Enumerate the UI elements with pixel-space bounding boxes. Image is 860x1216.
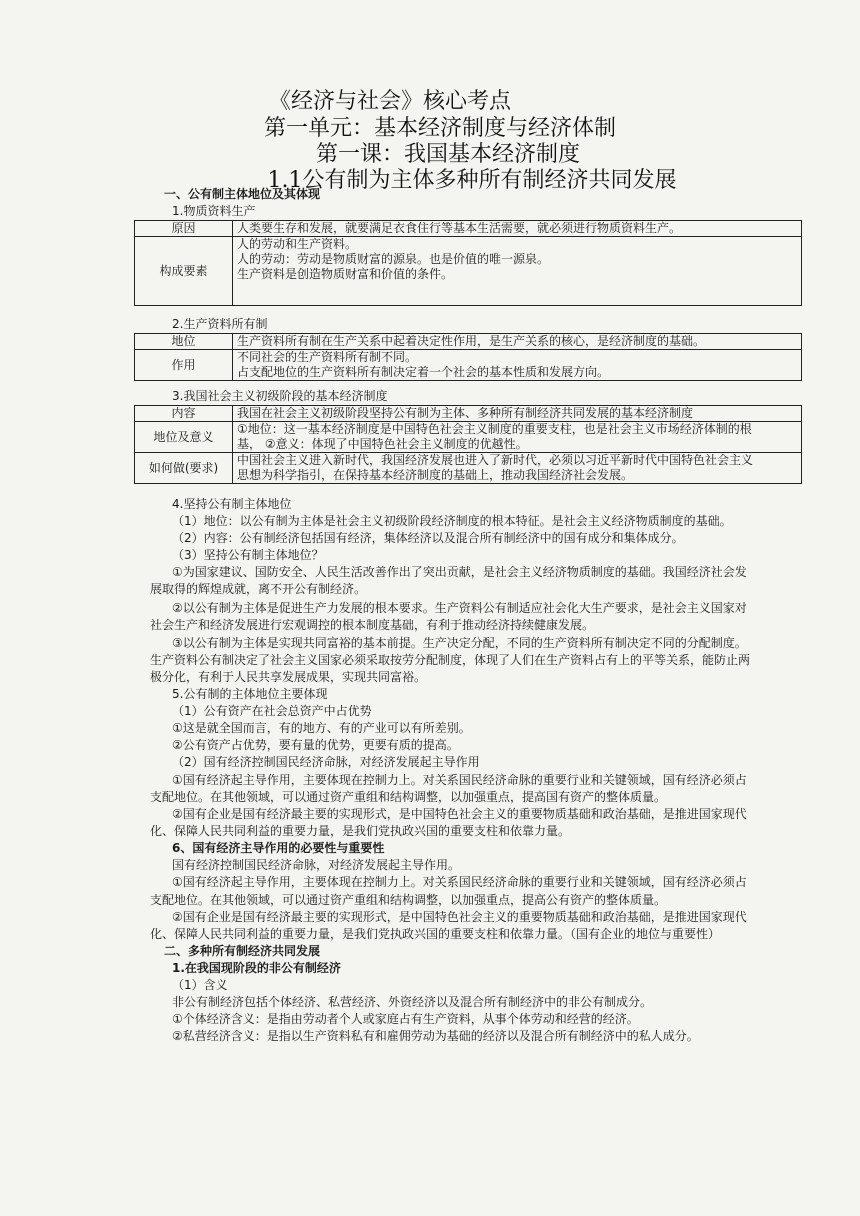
s3-heading: 3.我国社会主义初级阶段的基本经济制度: [172, 389, 388, 403]
row-label: 地位: [135, 334, 233, 350]
p2s1-heading: 1.在我国现阶段的非公有制经济: [172, 961, 341, 975]
row-label: 内容: [135, 406, 233, 422]
row-line: ①地位：这一基本经济制度是中国特色社会主义制度的重要支柱，也是社会主义市场经济体制的根: [237, 422, 752, 436]
paragraph-line: 化、保障人民共同利益的重要力量，是我们党执政兴国的重要支柱和依靠力量。（国有企业的地位与重要性）: [150, 927, 721, 941]
unit-title: 第一单元：基本经济制度与经济体制: [263, 116, 616, 141]
row-label: 作用: [135, 350, 233, 381]
part2-heading: 二、多种所有制经济共同发展: [164, 944, 321, 958]
paragraph-line: （1）公有资产在社会总资产中占优势: [172, 704, 372, 718]
table-row: [135, 334, 802, 350]
paragraph-line: ①国有经济起主导作用，主要体现在控制力上。对关系国民经济命脉的重要行业和关键领域，国有经济必须占: [172, 773, 747, 787]
paragraph-line: 国有经济控制国民经济命脉，对经济发展起主导作用。: [172, 858, 461, 872]
paragraph-line: （2）内容：公有制经济包括国有经济，集体经济以及混合所有制经济中的国有成分和集体成分。: [172, 531, 684, 545]
paragraph-line: ①这是就全国而言，有的地方、有的产业可以有所差别。: [172, 721, 471, 735]
paragraph-line: ②以公有制为主体是促进生产力发展的根本要求。生产资料公有制适应社会化大生产要求，是社会主义国家对: [172, 601, 747, 615]
paragraph-line: （1）地位：以公有制为主体是社会主义初级阶段经济制度的根本特征。是社会主义经济物质制度的基础。: [172, 514, 732, 528]
section-title: 1.1公有制为主体多种所有制经济共同发展: [267, 168, 677, 193]
s5-heading: 5.公有制的主体地位主要体现: [172, 687, 328, 701]
s1-table: [134, 220, 802, 306]
paragraph-line: ①个体经济含义：是指由劳动者个人或家庭占有生产资料，从事个体劳动和经营的经济。: [172, 1012, 639, 1026]
paragraph-line: 社会生产和经济发展进行宏观调控的根本制度基础，有利于推动经济持续健康发展。: [150, 618, 595, 632]
row-line: 中国社会主义进入新时代，我国经济发展也进入了新时代，必须以习近平新时代中国特色社会主义: [237, 453, 754, 467]
table-row: [135, 237, 802, 306]
row-content: [233, 237, 802, 306]
s2-heading: 2.生产资料所有制: [172, 317, 268, 331]
row-line: 生产资料所有制在生产关系中起着决定性作用，是生产关系的核心，是经济制度的基础。: [237, 334, 706, 348]
row-content: [233, 221, 802, 237]
paragraph-line: ③以公有制为主体是实现共同富裕的基本前提。生产决定分配，不同的生产资料所有制决定不同的分配制度。: [172, 636, 747, 650]
row-line: 人的劳动和生产资料。: [237, 237, 358, 251]
table-row: [135, 221, 802, 237]
table-row: [135, 406, 802, 422]
paragraph-line: ②私营经济含义：是指以生产资料私有和雇佣劳动为基础的经济以及混合所有制经济中的私人成分。: [172, 1029, 699, 1043]
row-line: 我国在社会主义初级阶段坚持公有制为主体、多种所有制经济共同发展的基本经济制度: [237, 406, 694, 420]
paragraph-line: ②公有资产占优势，要有量的优势，更要有质的提高。: [172, 738, 459, 752]
row-content: [233, 334, 802, 350]
paragraph-line: ②国有企业是国有经济最主要的实现形式，是中国特色社会主义的重要物质基础和政治基础，是推进国家现代: [172, 910, 747, 924]
paragraph-line: 展取得的辉煌成就，离不开公有制经济。: [150, 582, 367, 596]
row-line: 生产资料是创造物质财富和价值的条件。: [237, 267, 454, 281]
row-label: 构成要素: [135, 237, 233, 306]
row-line: 不同社会的生产资料所有制不同。: [237, 350, 418, 364]
row-line: 人的劳动：劳动是物质财富的源泉。也是价值的唯一源泉。: [237, 252, 550, 266]
lesson-title: 第一课：我国基本经济制度: [315, 142, 580, 167]
row-content: [233, 453, 802, 484]
s3-table: [134, 405, 802, 484]
row-line: 思想为科学指引，在保持基本经济制度的基础上，推动我国经济社会发展。: [237, 468, 634, 482]
row-content: [233, 350, 802, 381]
row-label: 地位及意义: [135, 422, 233, 453]
paragraph-line: （1）含义: [172, 978, 228, 992]
row-line: 占支配地位的生产资料所有制决定着一个社会的基本性质和发展方向。: [237, 365, 610, 379]
row-label: 如何做(要求): [135, 453, 233, 484]
paragraph-line: 支配地位。在其他领域，可以通过资产重组和结构调整，以加强重点，提高国有资产的整体质量。: [150, 790, 667, 804]
row-content: [233, 406, 802, 422]
paragraph-line: ②国有企业是国有经济最主要的实现形式，是中国特色社会主义的重要物质基础和政治基础，是推进国家现代: [172, 807, 747, 821]
row-line: 基， ②意义：体现了中国特色社会主义制度的优越性。: [237, 437, 528, 451]
row-content: [233, 422, 802, 453]
s4-heading: 4.坚持公有制主体地位: [172, 497, 292, 511]
s6-heading: 6、国有经济主导作用的必要性与重要性: [172, 841, 385, 855]
paragraph-line: ①国有经济起主导作用，主要体现在控制力上。对关系国民经济命脉的重要行业和关键领域，国有经济必须占: [172, 875, 747, 889]
paragraph-line: 生产资料公有制决定了社会主义国家必须采取按劳分配制度，体现了人们在生产资料占有上的平等关系，能防止两: [150, 653, 751, 667]
part1-heading: 一、公有制主体地位及其体现: [164, 187, 321, 201]
document-title: 《经济与社会》核心考点: [268, 89, 511, 114]
table-row: [135, 422, 802, 453]
row-line: 人类要生存和发展，就要满足衣食住行等基本生活需要，就必须进行物质资料生产。: [237, 221, 682, 235]
table-row: [135, 350, 802, 381]
paragraph-line: （2）国有经济控制国民经济命脉，对经济发展起主导作用: [172, 755, 480, 769]
s1-heading: 1.物质资料生产: [172, 204, 256, 218]
paragraph-line: 非公有制经济包括个体经济、私营经济、外资经济以及混合所有制经济中的非公有制成分。: [172, 995, 653, 1009]
table-row: [135, 453, 802, 484]
paragraph-line: 支配地位。在其他领域，可以通过资产重组和结构调整，以加强重点，提高公有资产的整体质量。: [150, 893, 667, 907]
row-label: 原因: [135, 221, 233, 237]
paragraph-line: 化、保障人民共同利益的重要力量，是我们党执政兴国的重要支柱和依靠力量。: [150, 824, 571, 838]
s2-table: [134, 333, 802, 381]
paragraph-line: （3）坚持公有制主体地位？: [172, 548, 324, 562]
paragraph-line: ①为国家建议、国防安全、人民生活改善作出了突出贡献，是社会主义经济物质制度的基础。我国经济社会发: [172, 565, 747, 579]
paragraph-line: 极分化，有利于人民共享发展成果，实现共同富裕。: [150, 670, 427, 684]
